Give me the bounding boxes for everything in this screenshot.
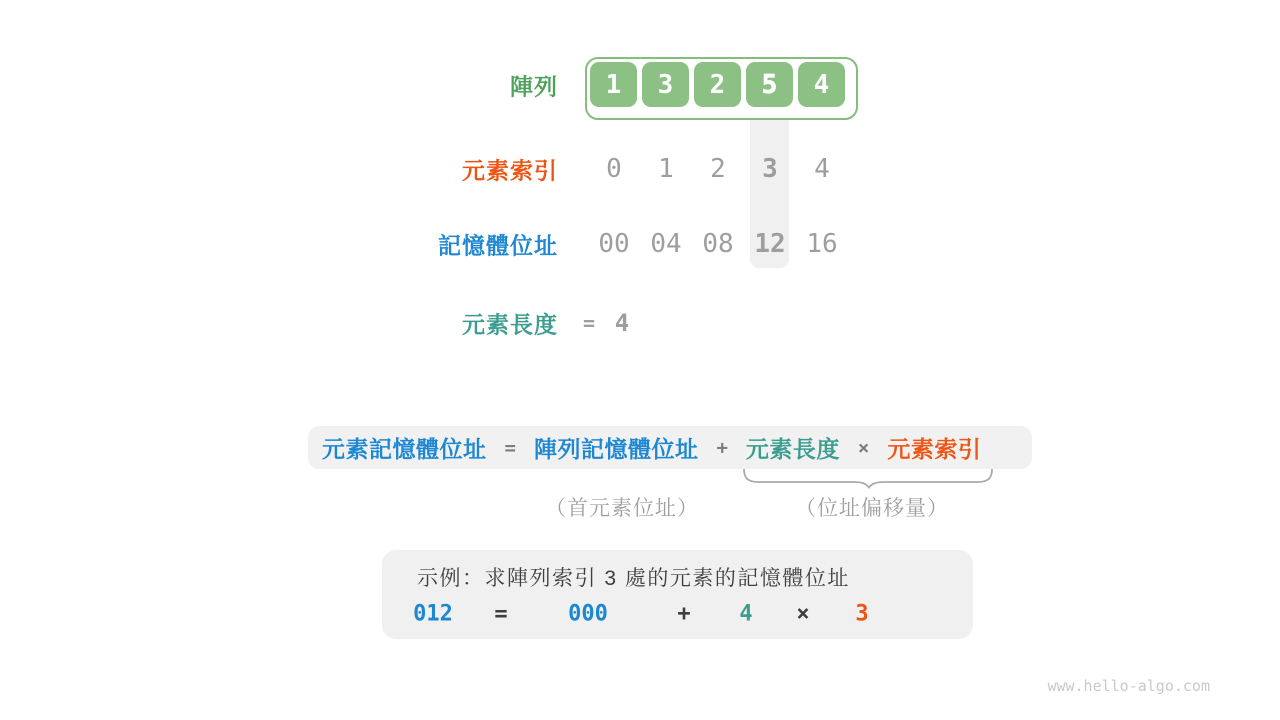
index-value: 4 xyxy=(814,154,830,184)
example-equals-sign: = xyxy=(494,601,508,627)
annotation-address-offset: （位址偏移量） xyxy=(795,497,949,520)
address-value: 08 xyxy=(702,229,734,259)
index-value: 2 xyxy=(710,154,726,184)
watermark: www.hello-algo.com xyxy=(1047,677,1210,695)
formula-term-result: 元素記憶體位址 xyxy=(322,436,487,462)
formula-times-sign: × xyxy=(857,436,870,459)
array-cell: 1 xyxy=(590,62,637,107)
formula-term-base-address: 陣列記憶體位址 xyxy=(533,436,699,462)
array-cell: 3 xyxy=(642,62,689,107)
array-cell: 4 xyxy=(798,62,845,107)
example-times-sign: × xyxy=(796,601,810,627)
index-value-highlighted: 3 xyxy=(762,154,778,184)
formula-plus-sign: + xyxy=(716,436,728,459)
address-value: 04 xyxy=(650,229,682,259)
address-label: 記憶體位址 xyxy=(438,232,558,259)
underbrace xyxy=(743,469,993,489)
index-value: 1 xyxy=(658,154,674,184)
length-value: 4 xyxy=(614,309,630,337)
array-cell-highlighted: 5 xyxy=(746,62,793,107)
index-value: 0 xyxy=(606,154,622,184)
example-plus-sign: + xyxy=(677,601,691,627)
example-index-value: 3 xyxy=(855,601,869,627)
index-label: 元素索引 xyxy=(462,157,558,184)
example-result-value: 012 xyxy=(413,601,453,627)
array-container xyxy=(585,57,858,120)
formula-pill xyxy=(308,426,1032,469)
address-value: 00 xyxy=(598,229,630,259)
example-title: 示例：求陣列索引 3 處的元素的記憶體位址 xyxy=(417,567,850,590)
address-value-highlighted: 12 xyxy=(754,229,786,259)
array-cell: 2 xyxy=(694,62,741,107)
annotation-first-element-address: （首元素位址） xyxy=(545,497,699,520)
formula-equals-sign: = xyxy=(504,436,516,459)
length-label: 元素長度 xyxy=(462,311,558,338)
address-value: 16 xyxy=(806,229,838,259)
array-label: 陣列 xyxy=(510,73,558,100)
example-box xyxy=(382,550,973,639)
equals-sign: = xyxy=(582,311,596,335)
example-length-value: 4 xyxy=(739,601,753,627)
formula-term-index: 元素索引 xyxy=(887,436,982,462)
example-base-address: 000 xyxy=(568,601,608,627)
formula-term-length: 元素長度 xyxy=(745,436,840,462)
